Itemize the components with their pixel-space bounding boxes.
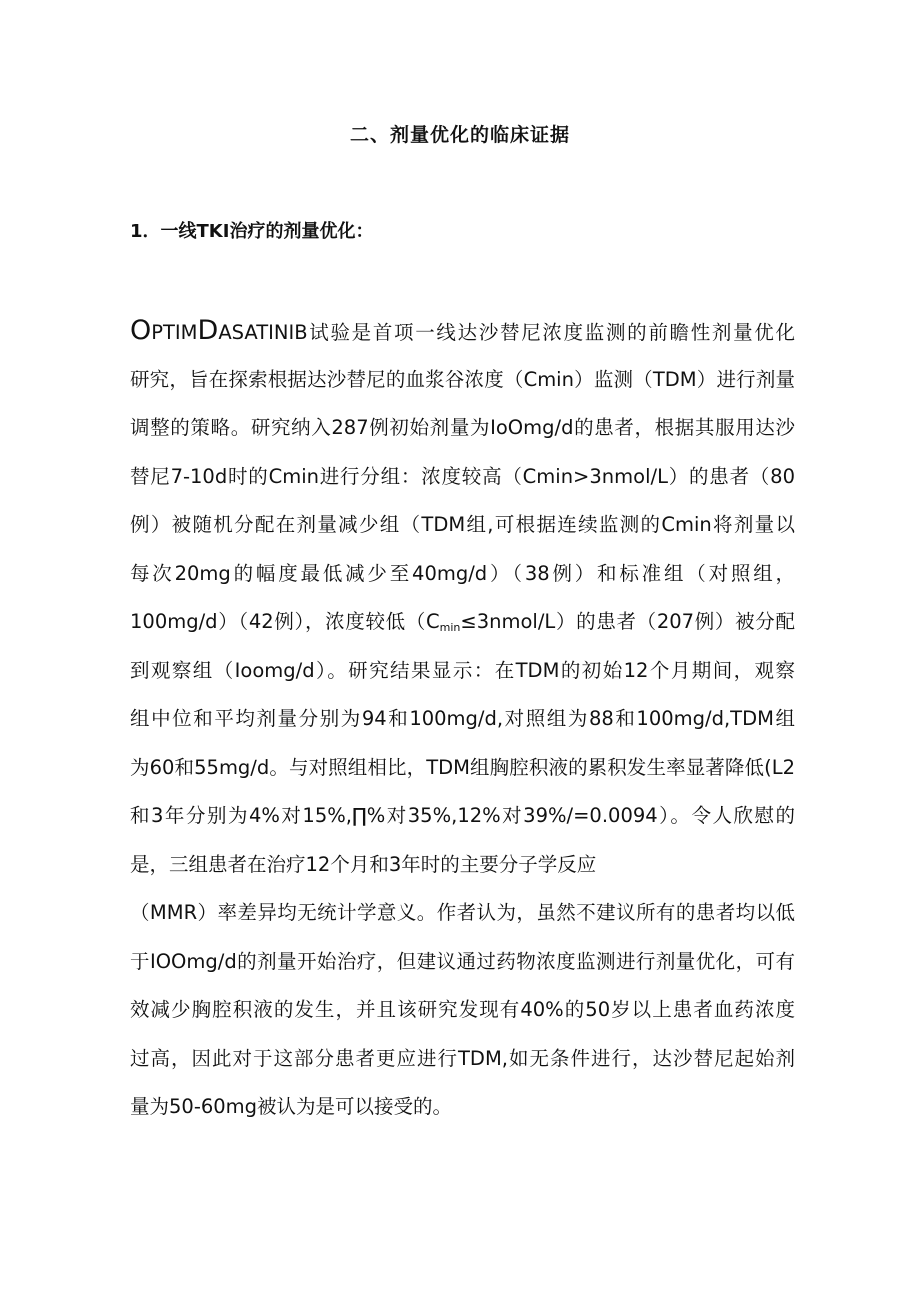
paragraph-line [130,307,795,356]
paragraph-line: 替尼7-10d时的Cmin进行分组：浓度较高（Cmin>3nmol/L）的患者（80 [130,464,795,488]
drop-letter-o: O [130,315,152,346]
paragraph-line: 效减少胸腔积液的发生，并且该研究发现有40%的50岁以上患者血药浓度 [130,998,795,1021]
line-text: PTIM [151,321,198,344]
paragraph-line: 每次20mg的幅度最低减少至40mg/d）（38例）和标准组（对照组， [130,561,795,585]
line-text: ASATINIB试验是首项一线达沙替尼浓度监测的前瞻性剂量优化 [218,321,795,344]
paragraph-line: 到观察组（Ioomg/d）。研究结果显示：在TDM的初始12个月期间，观察 [130,658,795,682]
line-text: 100mg/d）（42例），浓度较低（C [130,610,440,633]
paragraph-line: 和3年分别为4%对15%,∏%对35%,12%对39%/=0.0094）。令人欣慰的 [130,804,795,827]
paragraph-line: 于IOOmg/d的剂量开始治疗，但建议通过药物浓度监测进行剂量优化，可有 [130,949,795,973]
subscript-min: min [439,621,461,634]
paragraph-line: 为60和55mg∕d。与对照组相比，TDM组胸腔积液的累积发生率显著降低(L2 [130,755,795,779]
paragraph [130,307,795,1132]
subsection-title: 1．一线TKI治疗的剂量优化： [130,221,374,242]
line-text: ≤3nmol/L）的患者（207例）被分配 [460,610,795,633]
paragraph-line: 研究，旨在探索根据达沙替尼的血浆谷浓度（Cmin）监测（TDM）进行剂量 [130,367,795,391]
paragraph-line: 调整的策略。研究纳入287例初始剂量为IoOmg/d的患者，根据其服用达沙 [130,416,795,439]
paragraph-line: 例）被随机分配在剂量减少组（TDM组,可根据连续监测的Cmin将剂量以 [130,513,795,536]
paragraph-line: 组中位和平均剂量分别为94和100mg/d,对照组为88和100mg/d,TDM组 [130,707,795,730]
paragraph-line: 过高，因此对于这部分患者更应进行TDM,如无条件进行，达沙替尼起始剂 [130,1046,795,1070]
section-title: 二、剂量优化的临床证据 [349,124,570,146]
paragraph-line [130,598,795,647]
paragraph-line: 是，三组患者在治疗12个月和3年时的主要分子学反应 [130,852,597,876]
paragraph-line: 量为50-60mg被认为是可以接受的。 [130,1095,453,1118]
drop-letter-d: D [197,315,219,346]
paragraph-line: （MMR）率差异均无统计学意义。作者认为，虽然不建议所有的患者均以低 [130,901,795,924]
